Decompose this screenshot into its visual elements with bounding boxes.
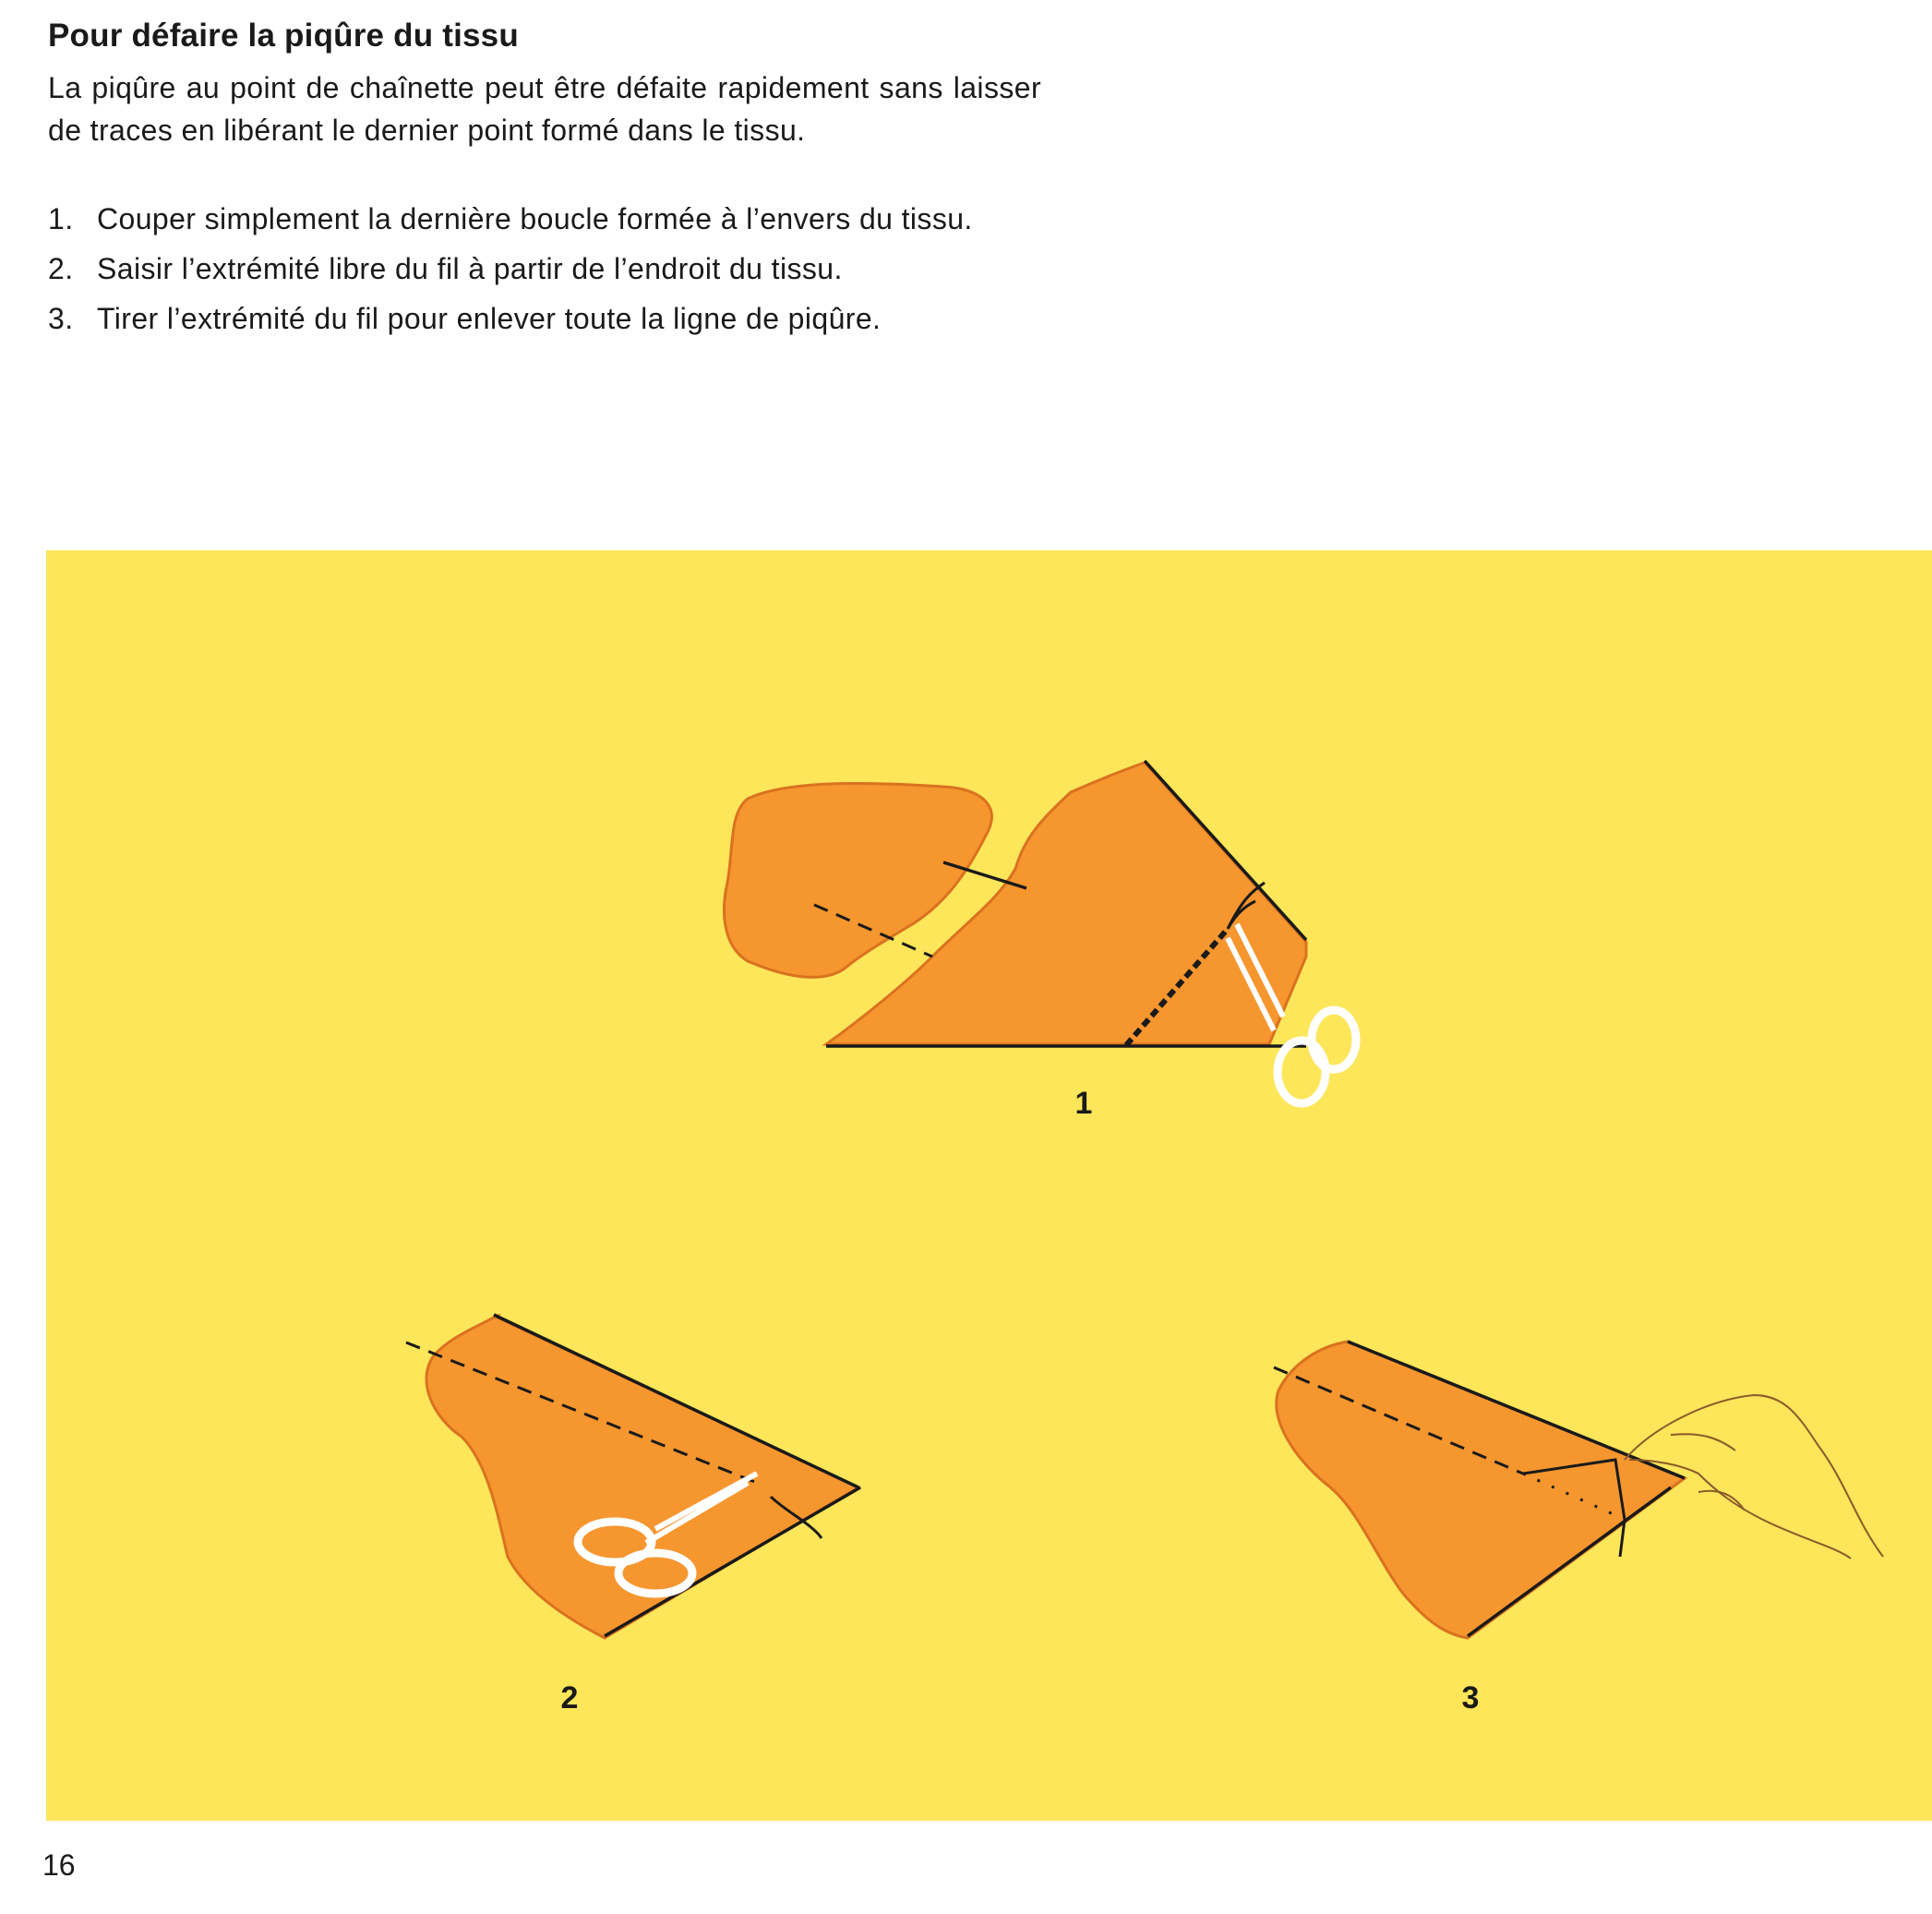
figure-3-illustration — [1274, 1342, 1883, 1638]
step-number: 1. — [48, 202, 74, 235]
step-item — [48, 297, 1041, 340]
step-item — [48, 247, 1041, 290]
step-number: 3. — [48, 302, 74, 335]
step-item — [48, 198, 1041, 240]
figure-label-3: 3 — [1461, 1680, 1480, 1715]
section-heading: Pour défaire la piqûre du tissu — [48, 18, 519, 54]
illustration-panel — [46, 550, 1932, 1821]
figure-2-illustration — [406, 1315, 860, 1638]
step-text: Tirer l’extrémité du fil pour enlever toute la ligne de piqûre. — [97, 302, 882, 335]
instruction-steps — [48, 198, 1041, 347]
step-text: Saisir l’extrémité libre du fil à partir de l’endroit du tissu. — [97, 252, 843, 285]
fabric-piece-3 — [1277, 1342, 1685, 1638]
step-number: 2. — [48, 252, 74, 285]
figure-label-1: 1 — [1074, 1086, 1093, 1121]
figure-1-illustration — [724, 761, 1356, 1103]
figure-label-2: 2 — [560, 1680, 579, 1715]
page-number: 16 — [42, 1848, 76, 1882]
step-text: Couper simplement la dernière boucle formée à l’envers du tissu. — [97, 202, 973, 235]
illustrations — [46, 550, 1932, 1821]
intro-paragraph: La piqûre au point de chaînette peut être défaite rapidement sans laisser de traces en libérant le dernier point formé dans le tissu. — [48, 71, 1041, 147]
